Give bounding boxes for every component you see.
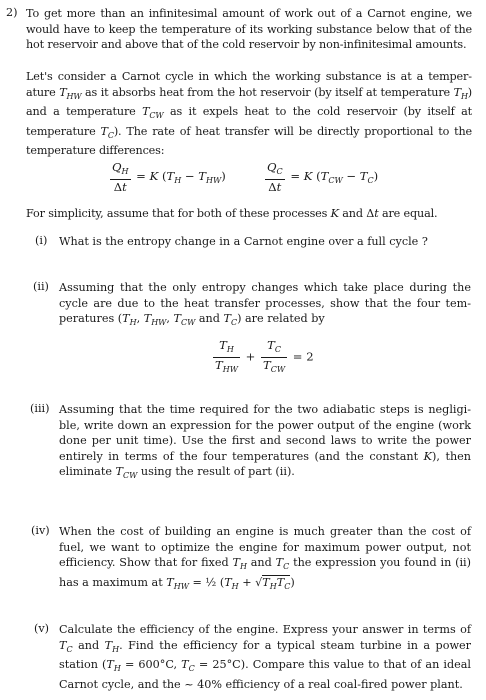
part-iii-label: (iii) [30, 402, 50, 415]
part-ii-text: Assuming that the only entropy changes which take place during the cycle are due to the heat transfer processes, show that the four temperatures ($T_H$, $T_{HW}$, $T_{CW}$ and $T_C$) are related by [59, 281, 471, 328]
part-i-label: (i) [35, 234, 48, 247]
part-v-text: Calculate the efficiency of the engine. Express your answer in terms of $T_C$ and $T_H$. Find the efficiency for a typical steam turbine in a power station ($T_H = 600^\circ C$, $T_C = 25^\circ C$). Compare this value to that of an ideal Carnot cycle, and the ~ 40% efficiency of a real coal-fired power plant. [59, 623, 471, 691]
equation-hot-heat-rate: $\frac{Q_H}{\Delta t}$ = K $(T_H - T_{HW})$ [112, 160, 226, 194]
part-i-text: What is the entropy change in a Carnot engine over a full cycle ? [59, 235, 428, 248]
simplicity-assumption: For simplicity, assume that for both of these processes K and Δt are equal. [26, 207, 438, 220]
part-iii-text: Assuming that the time required for the two adiabatic steps is negligible, write down an expression for the power output of the engine (work done per unit time). Use the first and second laws to write the power entirely in terms of the four temperatures (and the constant K), then eliminate $T_{CW}$ using the result of part (ii). [59, 403, 471, 481]
part-v-label: (v) [34, 622, 50, 635]
problem-number: 2) [6, 6, 18, 19]
equation-cold-heat-rate: $\frac{Q_C}{\Delta t}$ = K $(T_{CW} - T_C)$ [267, 160, 379, 194]
part-iv-label: (iv) [31, 524, 50, 537]
problem-intro-1: To get more than an infinitesimal amount of work out of a Carnot engine, we would have to keep the temperature of its working substance below that of the hot reservoir and above that of the cold reservoir by non-infinitesimal amounts. [26, 7, 472, 52]
part-iv-text: When the cost of building an engine is much greater than the cost of fuel, we want to optimize the engine for maximum power output, not efficiency. Show that for fixed $T_H$ and $T_C$ the expression you found in (ii) has a maximum at $T_{HW}$ = ½ $(T_H + √T_HT_C)$ [59, 525, 471, 591]
problem-intro-2: Let's consider a Carnot cycle in which the working substance is at a temperature $T_{HW}$ as it absorbs heat from the hot reservoir (by itself at temperature $T_H$) and a temperature $T_{CW}$ as it expels heat to the cold reservoir (by itself at temperature $T_C$). The rate of heat transfer will be directly proportional to the temperature differences: [26, 70, 473, 158]
part-ii-label: (ii) [33, 280, 49, 293]
equation-temperature-relation: $\frac{T_H}{T_{HW}}$ + $\frac{T_C}{T_{CW}}$ = 2 [215, 338, 314, 374]
